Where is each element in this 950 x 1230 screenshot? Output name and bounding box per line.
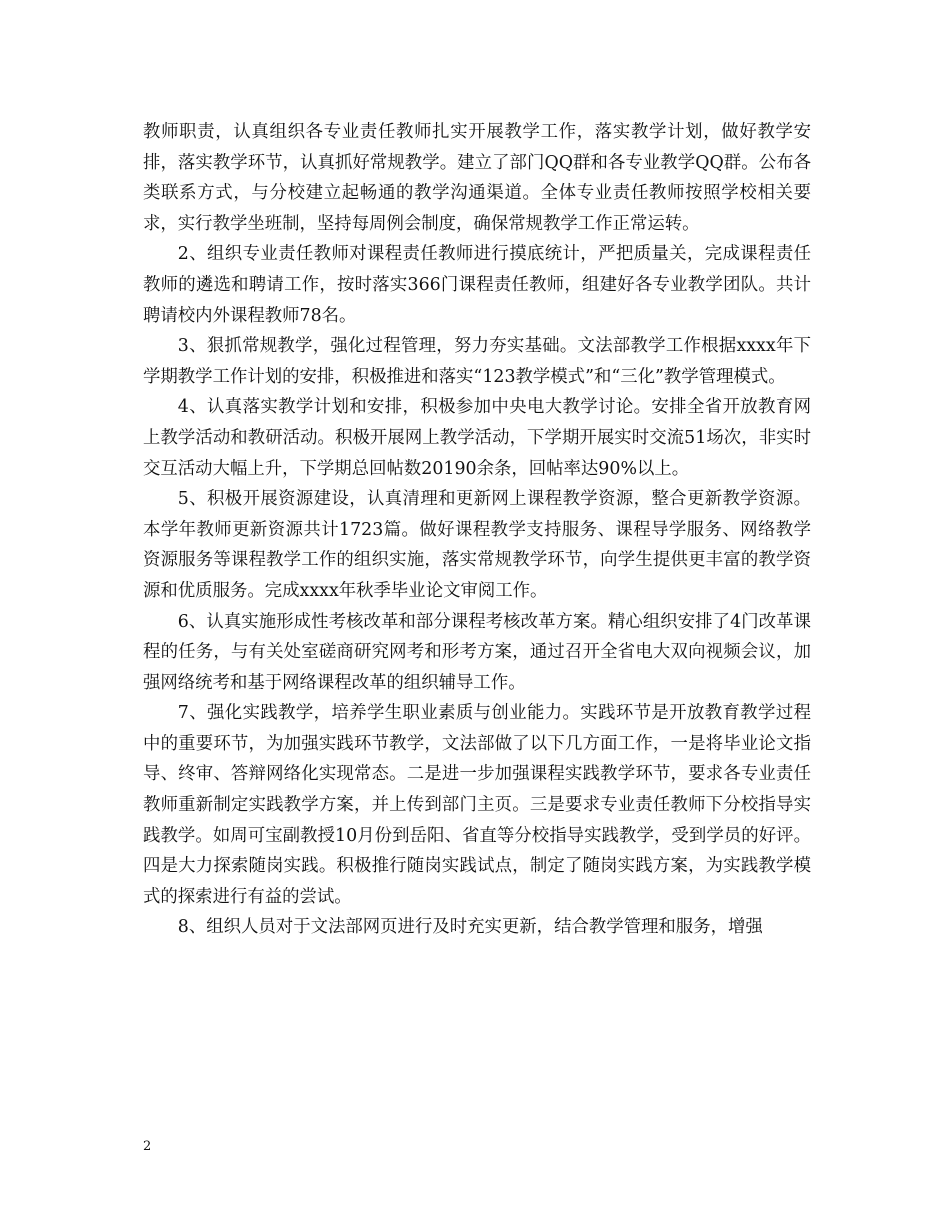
page-number: 2	[143, 1139, 152, 1154]
body-text	[143, 117, 811, 943]
paragraph-6: 6、认真实施形成性考核改革和部分课程考核改革方案。精心组织安排了4门改革课程的任务，与有关处室磋商研究网考和形考方案，通过召开全省电大双向视频会议，加强网络统考和基于网络课程改革的组织辅导工作。	[143, 611, 811, 693]
paragraph-8: 8、组织人员对于文法部网页进行及时充实更新，结合教学管理和服务，增强	[177, 917, 763, 938]
paragraph-2: 2、组织专业责任教师对课程责任教师进行摸底统计，严把质量关，完成课程责任教师的遴选和聘请工作，按时落实366门课程责任教师，组建好各专业教学团队。共计聘请校内外课程教师78名。	[143, 244, 811, 326]
paragraph-3: 3、狠抓常规教学，强化过程管理，努力夯实基础。文法部教学工作根据xxxx年下学期教学工作计划的安排，积极推进和落实“123教学模式”和“三化”教学管理模式。	[143, 336, 811, 387]
paragraph-4: 4、认真落实教学计划和安排，积极参加中央电大教学讨论。安排全省开放教育网上教学活动和教研活动。积极开展网上教学活动，下学期开展实时交流51场次，非实时交互活动大幅上升，下学期总回帖数20190余条，回帖率达90%以上。	[143, 397, 811, 479]
paragraph-7: 7、强化实践教学，培养学生职业素质与创业能力。实践环节是开放教育教学过程中的重要环节，为加强实践环节教学，文法部做了以下几方面工作，一是将毕业论文指导、终审、答辩网络化实现常态。二是进一步加强课程实践教学环节，要求各专业责任教师重新制定实践教学方案，并上传到部门主页。三是要求专业责任教师下分校指导实践教学。如周可宝副教授10月份到岳阳、省直等分校指导实践教学，受到学员的好评。四是大力探索随岗实践。积极推行随岗实践试点，制定了随岗实践方案，为实践教学模式的探索进行有益的尝试。	[143, 703, 811, 907]
paragraph-5: 5、积极开展资源建设，认真清理和更新网上课程教学资源，整合更新教学资源。本学年教师更新资源共计1723篇。做好课程教学支持服务、课程导学服务、网络教学资源服务等课程教学工作的组织实施，落实常规教学环节，向学生提供更丰富的教学资源和优质服务。完成xxxx年秋季毕业论文审阅工作。	[143, 489, 811, 601]
paragraph-1: 教师职责，认真组织各专业责任教师扎实开展教学工作，落实教学计划，做好教学安排，落实教学环节，认真抓好常规教学。建立了部门QQ群和各专业教学QQ群。公布各类联系方式，与分校建立起畅通的教学沟通渠道。全体专业责任教师按照学校相关要求，实行教学坐班制，坚持每周例会制度，确保常规教学工作正常运转。	[143, 122, 811, 234]
